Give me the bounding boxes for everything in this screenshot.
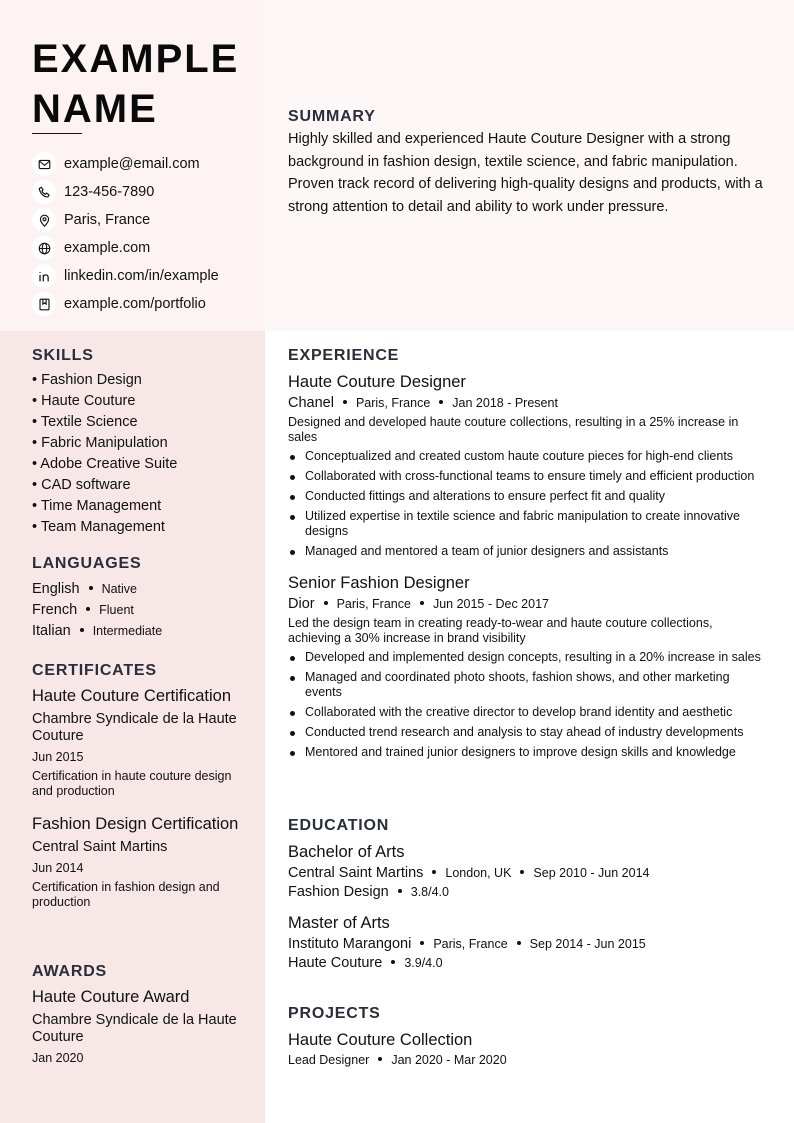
skill-item: • Fabric Manipulation [32,435,168,451]
skill-item: • Textile Science [32,414,138,430]
job-meta [288,596,768,612]
summary-text: Highly skilled and experienced Haute Couture Designer with a strong background in fashion design, textile science, and fabric manipulation. Proven track record of delivering high-quality designs and products, with a strong attention to detail and ability to work under pressure. [288,131,763,216]
award-name: Haute Couture Award [32,988,190,1006]
language-level: Intermediate [92,624,163,638]
degree-title: Bachelor of Arts [288,843,405,861]
job-dates: Jun 2015 - Dec 2017 [432,597,549,611]
language-name: English [32,581,80,597]
list-item: Developed and implemented design concepts, resulting in a 20% increase in sales [288,650,768,665]
certificate-date: Jun 2015 [32,750,84,764]
degree-gpa: 3.9/4.0 [404,956,443,970]
awards-title: AWARDS [32,963,108,980]
phone-icon [32,180,56,204]
language-item [32,600,247,621]
separator-dot [439,400,443,404]
contact-portfolio-text: example.com/portfolio [64,296,206,312]
language-name: French [32,602,78,618]
degree-field: Fashion Design [288,884,389,900]
certificate-name: Haute Couture Certification [32,687,232,705]
list-item: Collaborated with the creative director to develop brand identity and aesthetic [288,705,768,720]
separator-dot [86,607,90,611]
name-line-2: NAME [32,87,158,131]
linkedin-icon [32,264,56,288]
list-item: Conducted trend research and analysis to stay ahead of industry developments [288,725,768,740]
project-dates: Jan 2020 - Mar 2020 [391,1053,507,1067]
contact-list [32,150,262,318]
contact-portfolio[interactable] [32,290,262,318]
separator-dot [432,870,436,874]
degree-title: Master of Arts [288,914,390,932]
separator-dot [378,1057,382,1061]
contact-email-text: example@email.com [64,156,200,172]
summary-title: SUMMARY [288,108,376,125]
separator-dot [343,400,347,404]
certificates-title: CERTIFICATES [32,662,157,679]
certificate-desc: Certification in haute couture design and production [32,769,232,798]
job-location: Paris, France [355,396,431,410]
certificate-item [32,686,247,799]
degree-field-line [288,955,768,971]
skills-title: SKILLS [32,347,94,364]
separator-dot [391,960,395,964]
project-role: Lead Designer [288,1053,370,1067]
list-item: Collaborated with cross-functional teams to ensure timely and efficient production [288,469,768,484]
contact-phone-text: 123-456-7890 [64,184,155,200]
certificate-desc: Certification in fashion design and production [32,880,220,909]
certificate-name: Fashion Design Certification [32,815,239,833]
contact-website-text: example.com [64,240,151,256]
job-bullets [288,650,768,760]
separator-dot [420,601,424,605]
degree-entry [288,842,768,900]
separator-dot [89,586,93,590]
portfolio-icon [32,292,56,316]
email-icon [32,152,56,176]
job-location: Paris, France [336,597,411,611]
language-name: Italian [32,623,71,639]
award-org: Chambre Syndicale de la Haute Couture [32,1012,237,1045]
degree-gpa: 3.8/4.0 [410,885,449,899]
name-divider [32,133,82,134]
degree-field-line [288,884,768,900]
list-item: Mentored and trained junior designers to improve design skills and knowledge [288,745,768,760]
job-description: Led the design team in creating ready-to-wear and haute couture collections, achieving a 30% increase in brand visibility [288,616,713,645]
degree-dates: Sep 2014 - Jun 2015 [529,937,646,951]
separator-dot [324,601,328,605]
certificate-item [32,814,247,910]
award-item [32,987,247,1065]
list-item: Utilized expertise in textile science and fabric manipulation to create innovative designs [288,509,768,539]
language-item [32,621,247,642]
degree-meta [288,865,768,881]
list-item: Managed and mentored a team of junior designers and assistants [288,544,768,559]
degree-location: London, UK [445,866,512,880]
job-entry [288,573,768,760]
degree-location: Paris, France [433,937,508,951]
contact-email[interactable] [32,150,262,178]
list-item: Managed and coordinated photo shoots, fashion shows, and other marketing events [288,670,768,700]
project-name: Haute Couture Collection [288,1031,473,1049]
certificates-section [32,662,247,910]
project-meta [288,1053,768,1067]
skills-section [32,347,247,538]
languages-section [32,555,247,642]
degree-school: Central Saint Martins [288,865,424,881]
name-line-1: EXAMPLE [32,37,240,81]
experience-section [288,347,768,765]
degree-school: Instituto Marangoni [288,936,412,952]
job-bullets [288,449,768,559]
degree-meta [288,936,768,952]
job-meta [288,395,768,411]
language-item [32,579,247,600]
award-date: Jan 2020 [32,1051,84,1065]
skill-item: • Time Management [32,498,162,514]
certificate-date: Jun 2014 [32,861,84,875]
contact-website[interactable] [32,234,262,262]
language-level: Native [101,582,137,596]
job-dates: Jan 2018 - Present [452,396,558,410]
education-title: EDUCATION [288,817,390,834]
degree-field: Haute Couture [288,955,383,971]
job-title: Haute Couture Designer [288,373,466,391]
location-icon [32,208,56,232]
certificate-org: Central Saint Martins [32,839,168,855]
job-entry [288,372,768,559]
contact-linkedin[interactable] [32,262,262,290]
separator-dot [80,628,84,632]
awards-section [32,963,247,1065]
degree-dates: Sep 2010 - Jun 2014 [533,866,650,880]
globe-icon [32,236,56,260]
languages-title: LANGUAGES [32,555,142,572]
job-company: Chanel [288,395,334,411]
job-company: Dior [288,596,315,612]
job-description: Designed and developed haute couture collections, resulting in a 25% increase in sales [288,415,739,444]
experience-title: EXPERIENCE [288,347,400,364]
list-item: Conducted fittings and alterations to ensure perfect fit and quality [288,489,768,504]
list-item: Conceptualized and created custom haute couture pieces for high-end clients [288,449,768,464]
skill-item: • CAD software [32,477,131,493]
skill-item: • Haute Couture [32,393,136,409]
summary-section [288,108,768,219]
contact-location-text: Paris, France [64,212,151,228]
contact-linkedin-text: linkedin.com/in/example [64,268,219,284]
language-level: Fluent [99,603,134,617]
skill-item: • Adobe Creative Suite [32,456,178,472]
projects-title: PROJECTS [288,1005,381,1022]
contact-phone[interactable] [32,178,262,206]
separator-dot [398,889,402,893]
education-section [288,817,768,971]
contact-location [32,206,262,234]
candidate-name [32,34,257,134]
degree-entry [288,913,768,971]
skill-item: • Fashion Design [32,372,142,388]
separator-dot [520,870,524,874]
skill-item: • Team Management [32,519,165,535]
job-title: Senior Fashion Designer [288,574,470,592]
separator-dot [420,941,424,945]
separator-dot [517,941,521,945]
certificate-org: Chambre Syndicale de la Haute Couture [32,711,237,744]
projects-section [288,1005,768,1067]
